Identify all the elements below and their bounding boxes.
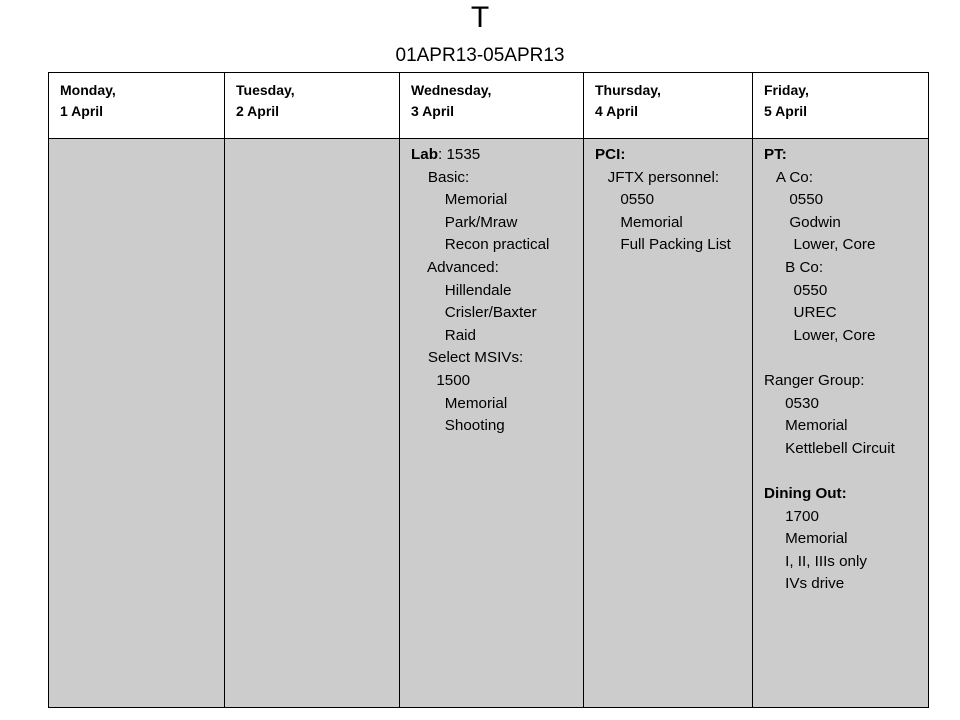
schedule-line [595,144,752,167]
schedule-line [411,257,583,280]
schedule-line [764,573,928,596]
schedule-line [411,167,583,190]
schedule-line-text: Select MSIVs: [411,349,524,367]
schedule-line [411,415,583,438]
schedule-line-heading: Lab [411,146,439,163]
day-name: Thursday, [595,82,661,98]
schedule-line-text: A Co: [764,168,813,186]
schedule-line [764,506,928,529]
day-name: Wednesday, [411,82,492,98]
day-header-thursday [584,73,753,139]
schedule-line-text: Ranger Group: [764,371,865,389]
day-cell-wednesday [400,139,584,708]
schedule-line [764,325,928,348]
day-date: 5 April [764,103,808,119]
page-title: T [470,1,490,34]
schedule-line-heading: PT: [764,146,787,163]
schedule-line-text: Memorial [764,530,848,548]
schedule-line [764,415,928,438]
schedule-line [764,167,928,190]
schedule-line-text: Memorial [764,417,848,435]
schedule-line [595,167,752,190]
schedule-line-text: IVs drive [764,575,845,593]
schedule-line-heading: PCI: [595,146,626,163]
schedule-line [411,302,583,325]
schedule-line-text: Shooting [411,417,505,435]
schedule-line [764,234,928,257]
schedule-line-text: 1700 [764,507,819,525]
day-header-friday [753,73,929,139]
schedule-line [764,528,928,551]
schedule-line-text: : 1535 [438,146,481,163]
schedule-line-text: 0530 [764,394,819,412]
schedule-line [764,347,928,370]
schedule-line [764,280,928,303]
day-header-tuesday [225,73,400,139]
schedule-line-text: UREC [764,304,837,322]
schedule-line-text: Memorial [411,191,508,209]
day-date: 1 April [60,103,104,119]
schedule-line [764,551,928,574]
day-name: Tuesday, [236,82,295,98]
weekly-schedule-table [48,72,929,708]
header-row [49,73,929,139]
day-name: Monday, [60,82,116,98]
schedule-line [764,483,928,506]
schedule-line-text: JFTX personnel: [595,168,720,186]
schedule-line [411,280,583,303]
schedule-line [595,189,752,212]
schedule-line-text: I, II, IIIs only [764,552,867,570]
schedule-line-text: 0550 [595,191,655,209]
schedule-line-text: Godwin [764,213,841,231]
day-date: 3 April [411,103,455,119]
schedule-line [411,212,583,235]
schedule-line [411,325,583,348]
schedule-line [764,438,928,461]
schedule-line-text: Recon practical [411,236,550,254]
schedule-line-text: Full Packing List [595,236,731,254]
schedule-line [411,144,583,167]
day-header-wednesday [400,73,584,139]
day-cell-thursday [584,139,753,708]
day-cell-friday [753,139,929,708]
schedule-line [411,234,583,257]
schedule-line [764,144,928,167]
schedule-line-text: Park/Mraw [411,213,518,231]
day-cell-monday [49,139,225,708]
schedule-line [411,393,583,416]
schedule-line [764,393,928,416]
schedule-line [595,212,752,235]
schedule-line [764,257,928,280]
schedule-line-text: Lower, Core [764,326,876,344]
schedule-line-text: Raid [411,326,476,344]
schedule-line-text: 0550 [764,191,824,209]
schedule-line-heading: Dining Out: [764,484,847,502]
schedule-line-text: Memorial [595,213,683,231]
day-header-monday [49,73,225,139]
day-name: Friday, [764,82,809,98]
schedule-line-text: Memorial [411,394,508,412]
schedule-line-text: Kettlebell Circuit [764,439,895,457]
schedule-line-text: Basic: [411,168,470,186]
schedule-line-text: Lower, Core [764,236,876,254]
schedule-line [764,212,928,235]
schedule-line [764,189,928,212]
schedule-line-text: 0550 [764,281,828,299]
schedule-line-text: Crisler/Baxter [411,304,537,322]
schedule-line-text: Hillendale [411,281,512,299]
schedule-line-text: B Co: [764,258,824,276]
day-cell-tuesday [225,139,400,708]
schedule-line-text: 1500 [411,371,471,389]
day-date: 2 April [236,103,280,119]
schedule-line [411,347,583,370]
schedule-row [49,139,929,708]
schedule-line [764,460,928,483]
date-range: 01APR13-05APR13 [395,45,565,66]
schedule-line [764,370,928,393]
schedule-line [764,302,928,325]
schedule-line [411,189,583,212]
schedule-line [411,370,583,393]
day-date: 4 April [595,103,639,119]
schedule-line [595,234,752,257]
schedule-line-text: Advanced: [411,258,499,276]
